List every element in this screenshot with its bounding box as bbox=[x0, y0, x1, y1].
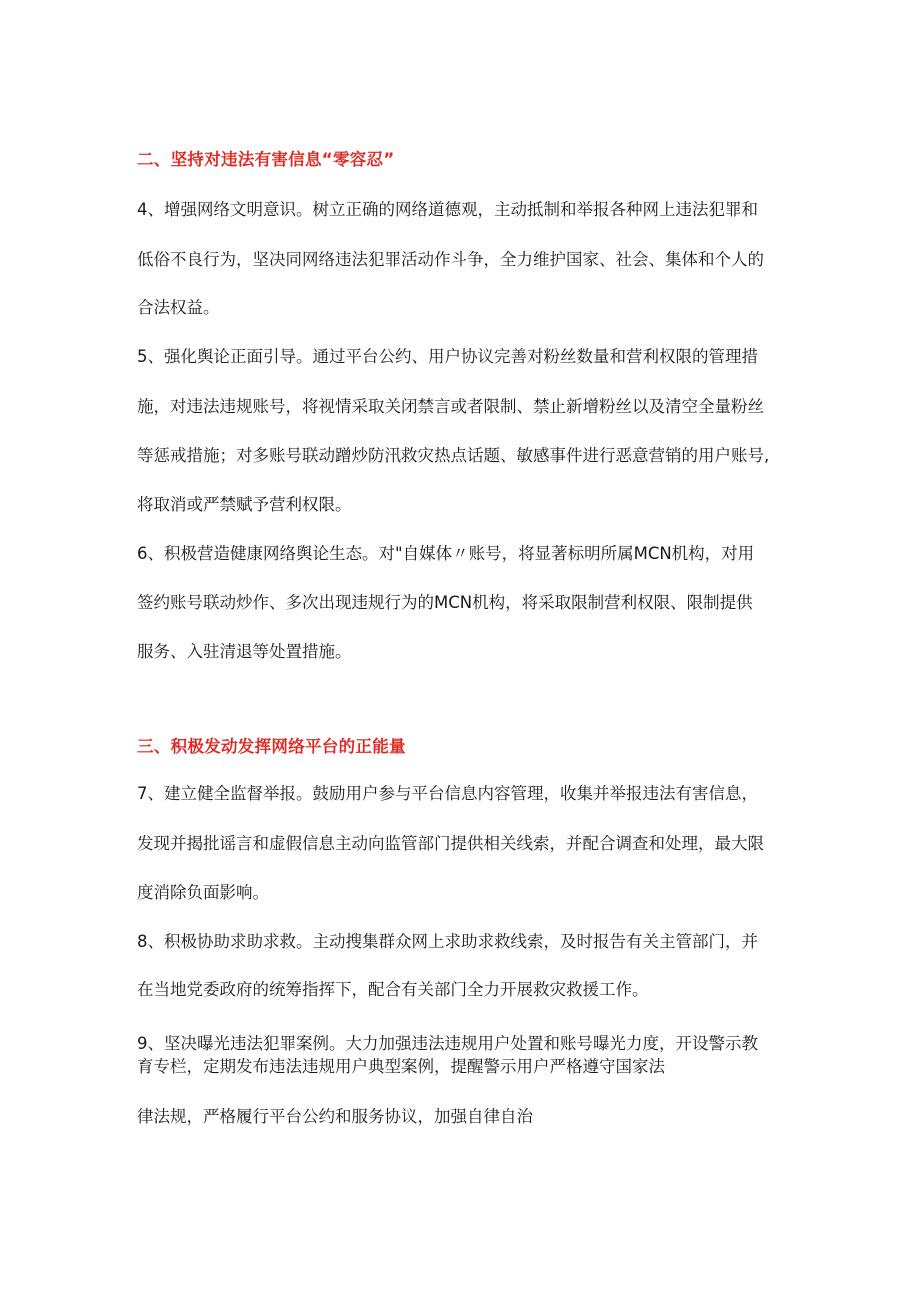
item-6-line-2: 签约账号联动炒作、多次出现违规行为的MCN机构，将采取限制营利权限、限制提供 bbox=[137, 593, 753, 612]
item-5-line-3: 等惩戒措施；对多账号联动蹭炒防汛救灾热点话题、敏感事件进行恶意营销的用户账号, bbox=[137, 446, 770, 465]
item-9-line-3: 律法规，严格履行平台公约和服务协议，加强自律自治 bbox=[137, 1107, 533, 1126]
item-4-line-2: 低俗不良行为，坚决同网络违法犯罪活动作斗争，全力维护国家、社会、集体和个人的 bbox=[137, 250, 764, 269]
item-6-line-3: 服务、入驻清退等处置措施。 bbox=[137, 642, 352, 661]
item-6-line-1: 6、积极营造健康网络舆论生态。对"自媒体〃账号，将显著标明所属MCN机构，对用 bbox=[137, 544, 755, 563]
item-9-line-2: 育专栏，定期发布违法违规用户典型案例，提醒警示用户严格遵守国家法 bbox=[137, 1057, 665, 1076]
item-5-line-2: 施，对违法违规账号，将视情采取关闭禁言或者限制、禁止新增粉丝以及清空全量粉丝 bbox=[137, 397, 764, 416]
item-4-line-3: 合法权益。 bbox=[137, 298, 220, 317]
item-7-line-3: 度消除负面影响。 bbox=[137, 883, 269, 902]
item-7-line-1: 7、建立健全监督举报。鼓励用户参与平台信息内容管理，收集并举报违法有害信息， bbox=[137, 784, 758, 803]
item-5-line-1: 5、强化舆论正面引导。通过平台公约、用户协议完善对粉丝数量和营利权限的管理措 bbox=[137, 347, 758, 366]
item-4-line-1: 4、增强网络文明意识。树立正确的网络道德观，主动抵制和举报各种网上违法犯罪和 bbox=[137, 200, 758, 219]
item-5-line-4: 将取消或严禁赋予营利权限。 bbox=[137, 495, 352, 514]
item-8-line-1: 8、积极协助求助求救。主动搜集群众网上求助求救线索，及时报告有关主管部门，并 bbox=[137, 932, 758, 951]
section-3-heading: 三、积极发动发挥网络平台的正能量 bbox=[137, 737, 406, 756]
item-8-line-2: 在当地党委政府的统筹指挥下，配合有关部门全力开展救灾救援工作。 bbox=[137, 980, 649, 999]
section-2-heading: 二、坚持对违法有害信息“零容忍” bbox=[137, 150, 395, 169]
item-9-line-1: 9、坚决曝光违法犯罪案例。大力加强违法违规用户处置和账号曝光力度，开设警示教 bbox=[137, 1034, 758, 1053]
item-7-line-2: 发现并揭批谣言和虚假信息主动向监管部门提供相关线索，并配合调查和处理，最大限 bbox=[137, 834, 764, 853]
